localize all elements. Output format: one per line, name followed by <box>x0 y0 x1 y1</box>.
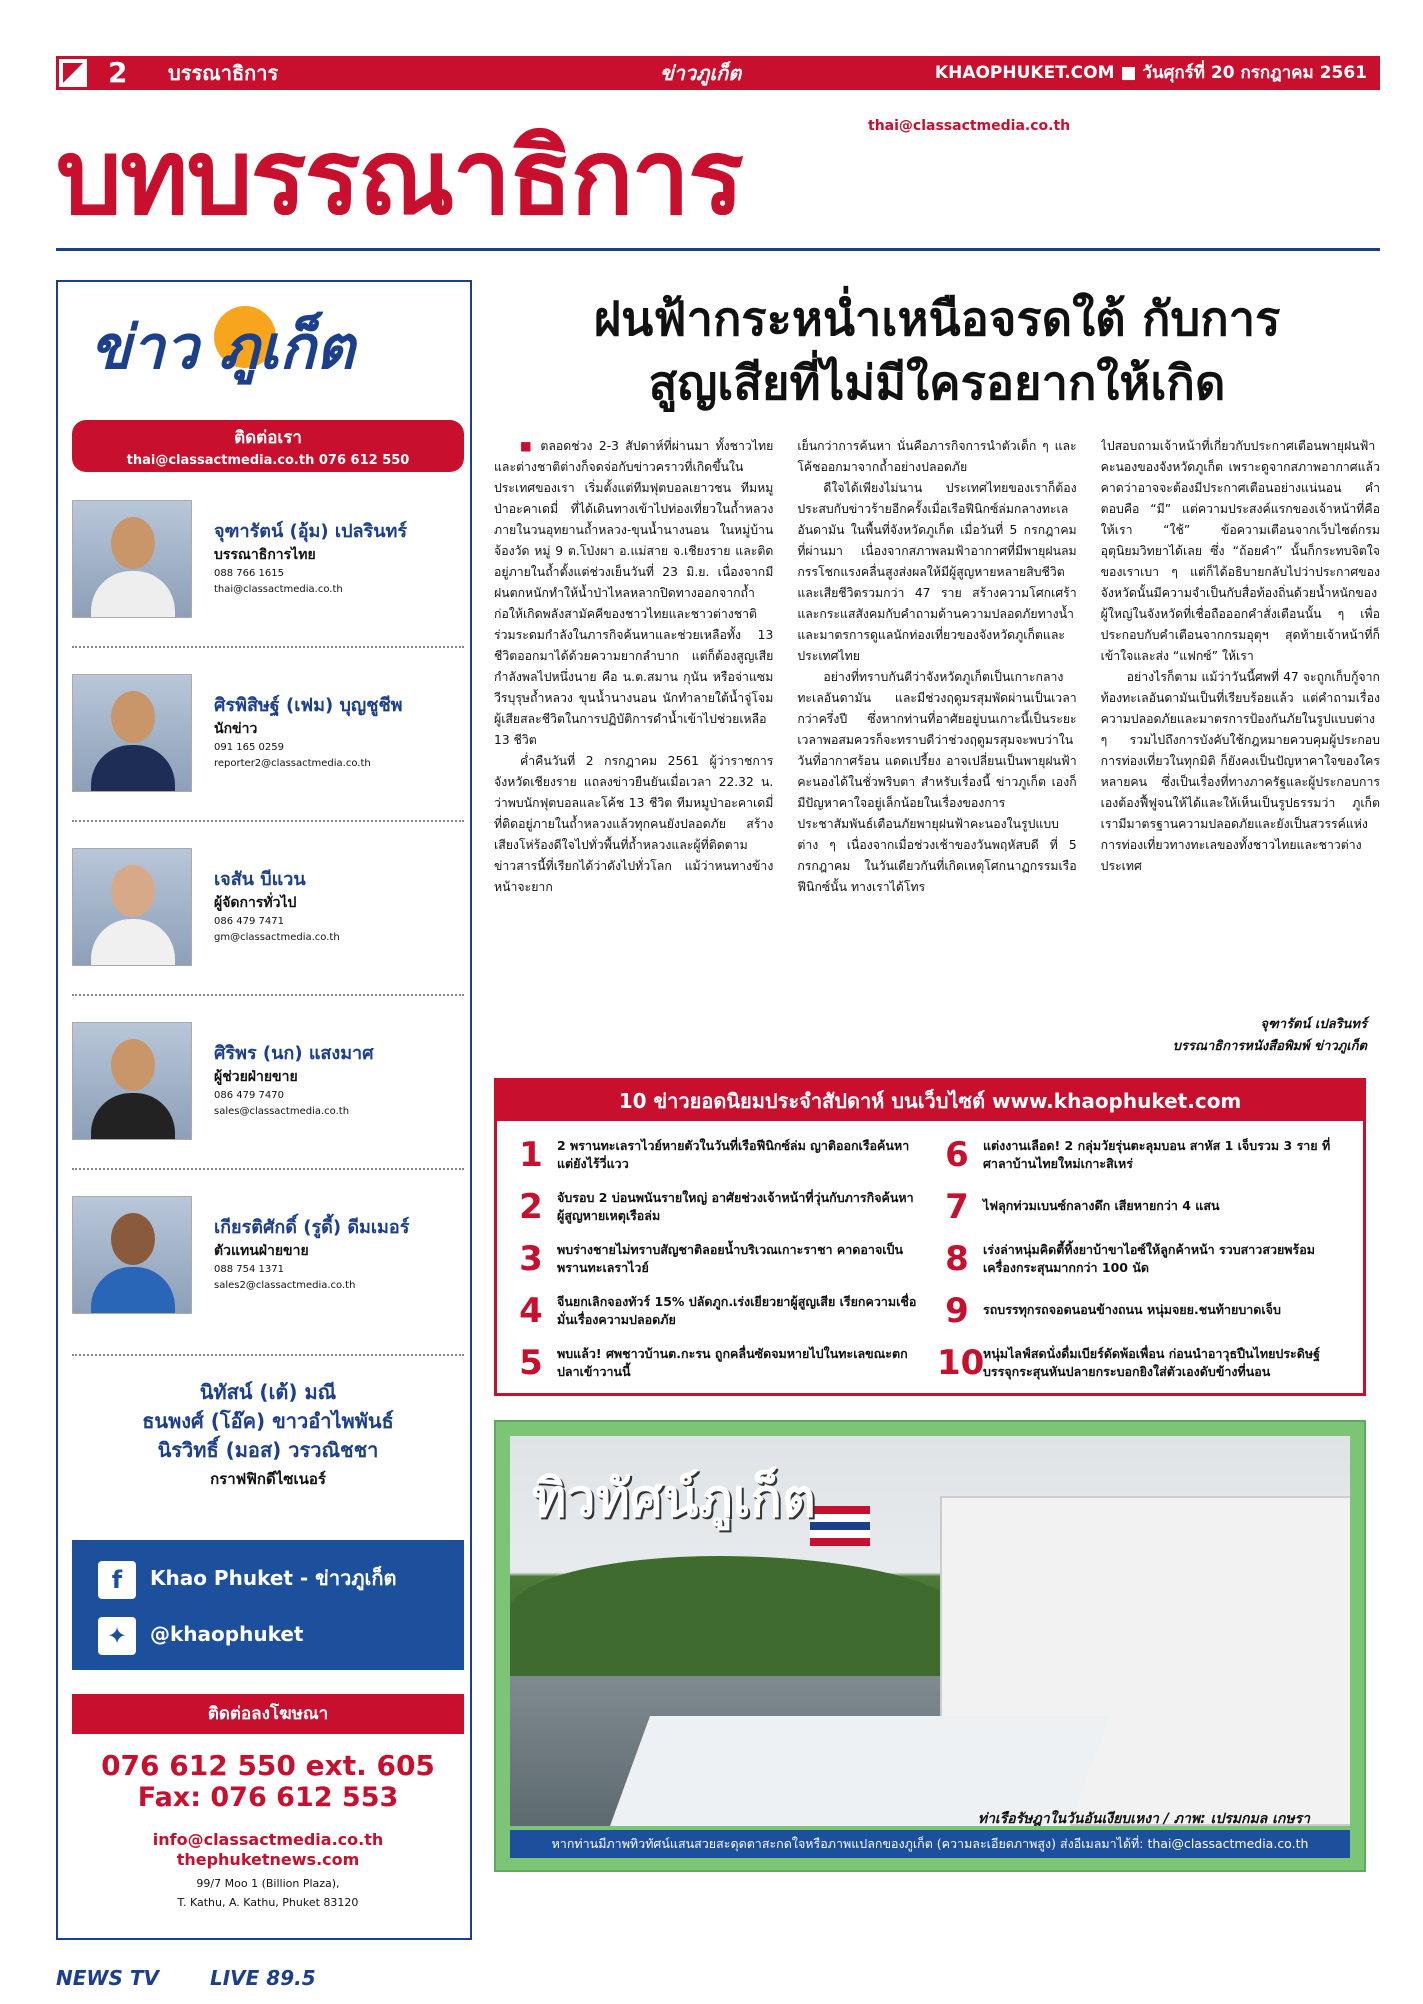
staff-photo <box>72 674 192 792</box>
staff-card <box>72 836 464 996</box>
top10-item[interactable] <box>937 1129 1347 1181</box>
staff-name: ศิรพิสิษฐ์ (เฟม) บุญชูชีพ <box>214 695 403 716</box>
designer-name: นิรวิทธิ์ (มอส) วรวณิชชา <box>157 1438 379 1462</box>
social-box <box>72 1540 464 1670</box>
staff-role: ผู้ช่วยฝ่ายขาย <box>214 1069 298 1085</box>
rank-number: 9 <box>945 1291 969 1331</box>
corner-mark-icon <box>56 56 90 90</box>
page-title: บทบรรณาธิการ <box>56 116 742 238</box>
staff-email[interactable]: reporter2@classactmedia.co.th <box>214 758 371 769</box>
brand-logo: ข่าว ภูเก็ต <box>90 313 355 383</box>
staff-name: เจสัน บีแวน <box>214 869 306 890</box>
staff-phone: 086 479 7470 <box>214 1090 284 1101</box>
staff-photo <box>72 848 192 966</box>
byline-name: จุฑารัตน์ เปลรินทร์ <box>1260 1017 1367 1032</box>
article-headline <box>494 288 1380 416</box>
photo-caption: ท่าเรือรัษฎาในวันอันเงียบเหงา / ภาพ: เปรมกมล เกษรา <box>977 1811 1310 1826</box>
twitter-label: @khaophuket <box>150 1622 304 1646</box>
headline-text: พบร่างชายไม่ทราบสัญชาติลอยน้ำบริเวณเกาะราชา คาดอาจเป็นพรานทะเลราไวย์ <box>557 1242 904 1275</box>
top10-item[interactable] <box>937 1285 1347 1337</box>
staff-phone: 088 766 1615 <box>214 568 284 579</box>
staff-role: ตัวแทนฝ่ายขาย <box>214 1243 309 1259</box>
contact-bar <box>72 420 464 472</box>
site-and-date: KHAOPHUKET.COM ■ วันศุกร์ที่ 20 กรกฎาคม 2561 <box>934 63 1367 83</box>
paragraph: ■ ตลอดช่วง 2-3 สัปดาห์ที่ผ่านมา ทั้งชาวไทยและต่างชาติต่างก็จดจ่อกับข่าวคราวที่เกิดขึ้นในประเทศของเรา เริ่มตั้งแต่ทีมฟุตบอลเยาวชน ทีมหมูป่าอะคาเดมี่ ที่ได้เดินทางเข้าไปท่องเที่ยวในถ้ำหลวง ภายในวนอุทยานถ้ำหลวง-ขุนน้ำนางนอน ในหมู่บ้านจ้องวัด หมู่ 9 ต.โป่งผา อ.แม่สาย จ.เชียงราย และติดอยู่ภายในถ้ำตั้งแต่ช่วงเย็นวันที่ 23 มิ.ย. เนื่องจากมีฝนตกหนักทำให้น้ำป่าไหลหลากปิดทางออกจากถ้ำ ก่อให้เกิดพลังสามัคคีของชาวไทยและชาวต่างชาติ ร่วมระดมกำลังในภารกิจค้นหาและช่วยเหลือทั้ง 13 ชีวิตออกมาได้ด้วยความยากลำบาก แต่ก็ต้องสูญเสียกำลังพลไปหนึ่งนาย คือ น.ต.สมาน กุนัน หรือจ่าแซม วีรบุรุษถ้ำหลวง ขุนน้ำนางนอน นักทำลายใต้น้ำจู่โจม ผู้เสียสละชีวิตในการปฏิบัติการดำน้ำเข้าไปช่วยเหลือ 13 ชีวิต <box>494 436 773 751</box>
paragraph: อย่างที่ทราบกันดีว่าจังหวัดภูเก็ตเป็นเกาะกลางทะเลอันดามัน และมีช่วงฤดูมรสุมพัดผ่านเป็นเวลากว่าครึ่งปี ซึ่งหากท่านที่อาศัยอยู่บนเกาะนี้เป็นระยะเวลาพอสมควรก็จะทราบดีว่าช่วงฤดูมรสุมจะพบว่าในวันที่อากาศร้อน แดดเปรี้ยง อาจเปลี่ยนเป็นพายุฝนฟ้าคะนองได้ในชั่วพริบตา สำหรับเรื่องนี้ ข่าวภูเก็ต เองก็มีปัญหาคาใจอยู่เล็กน้อยในเรื่องของการประชาสัมพันธ์เตือนภัยพายุฝนฟ้าคะนองในรูปแบบต่าง ๆ เนื่องจากเมื่อช่วงเช้าของวันพฤหัสบดี ที่ 5 กรกฎาคม ในวันเดียวกันที่เกิดเหตุโศกนาฏกรรมเรือฟีนิกซ์นั้น ทางเราได้โทร <box>797 670 1077 894</box>
staff-name: จุฑารัตน์ (อุ้ม) เปลรินทร์ <box>214 521 408 542</box>
headline-text: ไฟลุกท่วมเบนซ์กลางดึก เสียหายกว่า 4 แสน <box>983 1198 1220 1213</box>
rank-number: 8 <box>945 1239 969 1279</box>
rank-number: 6 <box>945 1135 969 1175</box>
top10-title: 10 ข่าวยอดนิยมประจำสัปดาห์ บนเว็บไซต์ www.khaophuket.com <box>497 1081 1363 1121</box>
paragraph: ดีใจได้เพียงไม่นาน ประเทศไทยของเราก็ต้องประสบกับข่าวร้ายอีกครั้งเมื่อเรือฟีนิกซ์ล่มกลางทะเลอันดามัน ในพื้นที่จังหวัดภูเก็ต เมื่อวันที่ 5 กรกฎาคม ที่ผ่านมา เนื่องจากสภาพลมฟ้าอากาศที่มีพายุฝนลมกรรโชกแรงคลื่นสูงส่งผลให้มีผู้สูญหายหลายสิบชีวิตและเสียชีวิตรวมกว่า 47 ราย สร้างความโศกเศร้าและกระแสสังคมกับคำถามด้านความปลอดภัยทางน้ำและมาตรการดูแลนักท่องเที่ยวของจังหวัดภูเก็ตและประเทศไทย <box>797 481 1077 663</box>
top10-item[interactable] <box>511 1233 921 1285</box>
facebook-label: Khao Phuket - ข่าวภูเก็ต <box>150 1566 397 1590</box>
ad-email[interactable]: info@classactmedia.co.th <box>152 1830 384 1849</box>
ad-phone: 076 612 550 ext. 605 <box>101 1749 435 1782</box>
scenery-photo <box>510 1436 1350 1826</box>
facebook-link[interactable] <box>98 1556 438 1600</box>
staff-name: ศิริพร (นก) แสงมาศ <box>214 1043 374 1064</box>
article-body <box>494 436 1380 1001</box>
top10-item[interactable] <box>511 1285 921 1337</box>
rank-number: 3 <box>519 1239 543 1279</box>
staff-card <box>72 1010 464 1170</box>
rank-number: 7 <box>945 1187 969 1227</box>
headline-text: หนุ่มไลฟ์สดนั่งดื่มเบียร์ดัดพ้อเพื่อน ก่อนนำอาวุธปืนไทยประดิษฐ์ บรรจุกระสุนหันปลายกระบอกยิงใส่ตัวเองดับข้างที่นอน <box>983 1346 1321 1379</box>
staff-photo <box>72 1022 192 1140</box>
rank-number: 5 <box>519 1343 543 1383</box>
address-line: 99/7 Moo 1 (Billion Plaza), <box>196 1877 340 1890</box>
paragraph: เย็นกว่าการค้นหา นั่นคือภารกิจการนำตัวเด็ก ๆ และโค้ชออกมาจากถ้ำอย่างปลอดภัย <box>797 439 1077 474</box>
staff-email[interactable]: thai@classactmedia.co.th <box>214 584 343 595</box>
headline-text: เร่งล่าหนุ่มคิดตี้ทิ้งยาบ้าขาไอซ์ให้ลูกค้าหน้า รวบสาวสวยพร้อมเครื่องกระสุนมากกว่า 100 นัด <box>983 1242 1315 1275</box>
scenery-photo-box <box>494 1420 1366 1872</box>
ad-contact <box>72 1830 464 1870</box>
headline-text: รถบรรทุกรถจอดนอนข้างถนน หนุ่มจยย.ชนท้ายบาดเจ็บ <box>983 1302 1281 1317</box>
photo-submission-note: หากท่านมีภาพทิวทัศน์แสนสวยสะดุดตาสะกดใจหรือภาพแปลกของภูเก็ต (ความละเอียดภาพสูง) ส่งอีเมลมาได้ที่: thai@classactmedia.co.th <box>510 1830 1350 1858</box>
staff-card <box>72 1184 464 1344</box>
designer-role: กราฟฟิกดีไซเนอร์ <box>210 1470 326 1488</box>
staff-phone: 088 754 1371 <box>214 1264 284 1275</box>
staff-card <box>72 662 464 822</box>
editorial-email[interactable]: thai@classactmedia.co.th <box>868 118 1071 134</box>
designer-name: ธนพงศ์ (โอ๊ค) ขาวอำไพพันธ์ <box>142 1409 394 1433</box>
top10-item[interactable] <box>937 1337 1347 1389</box>
photo-title: ทิวทัศน์ภูเก็ต <box>532 1469 816 1529</box>
designer-name: นิทัสน์ (เต้) มณี <box>199 1380 337 1404</box>
staff-card <box>72 488 464 648</box>
staff-phone: 086 479 7471 <box>214 916 284 927</box>
newstv-logo: NEWS TV <box>56 1966 159 1990</box>
paragraph: อย่างไรก็ตาม แม้ว่าวันนี้ศพที่ 47 จะถูกเก็บกู้จากท้องทะเลอันดามันเป็นที่เรียบร้อยแล้ว แต่คำถามเรื่องความปลอดภัยและมาตรการป้องกันภัยในรูปแบบต่าง ๆ รวมไปถึงการบังคับใช้กฎหมายควบคุมผู้ประกอบการท่องเที่ยวในทุกมิติ ก็ยังคงเป็นปัญหาคาใจของใครหลายคน ซึ่งเป็นเรื่องที่ทางภาครัฐและผู้ประกอบการเองต้องฟื้ฟูจนให้ได้และให้เห็นเป็นรูปธรรมว่า ภูเก็ตเรามีมาตรฐานความปลอดภัยและยังเป็นสวรรค์แห่งการท่องเที่ยวทางทะเลของทั้งชาวไทยและชาวต่างประเทศ <box>1100 670 1380 873</box>
article-column-2 <box>797 436 1076 1001</box>
address <box>72 1874 464 1912</box>
top10-item[interactable] <box>937 1233 1347 1285</box>
contact-line[interactable]: thai@classactmedia.co.th 076 612 550 <box>126 453 410 468</box>
rank-number: 2 <box>519 1187 543 1227</box>
staff-role: นักข่าว <box>214 721 258 737</box>
top10-item[interactable] <box>511 1181 921 1233</box>
top10-item[interactable] <box>511 1129 921 1181</box>
paragraph: ค่ำคืนวันที่ 2 กรกฎาคม 2561 ผู้ว่าราชการจังหวัดเชียงราย แถลงข่าวยืนยันเมื่อเวลา 22.32 น. ว่าพบนักฟุตบอลและโค้ช 13 ชีวิต ทีมหมูป่าอะคาเดมี่ที่ติดอยู่ภายในถ้ำหลวงแล้วทุกคนยังปลอดภัย สร้างเสียงโห่ร้องดีใจไปทั่วพื้นที่ถ้ำหลวงและผู้ที่ติดตามข่าวสารนี้ที่เรียกได้ว่าดังไปทั่วโลก แม้ว่าหนทางข้างหน้าจะยาก <box>494 754 774 894</box>
facebook-icon: f <box>98 1561 136 1599</box>
section-name: บรรณาธิการ <box>168 61 279 85</box>
staff-email[interactable]: sales2@classactmedia.co.th <box>214 1280 356 1291</box>
twitter-link[interactable] <box>98 1612 438 1656</box>
staff-email[interactable]: sales@classactmedia.co.th <box>214 1106 350 1117</box>
thai-flag-icon <box>810 1506 870 1546</box>
staff-role: บรรณาธิการไทย <box>214 547 316 563</box>
staff-name: เกียรติศักดิ์ (รูดี้) ดีมเมอร์ <box>214 1217 410 1238</box>
article-column-1 <box>494 436 773 1001</box>
headline-text: แต่งงานเลือด! 2 กลุ่มวัยรุ่นตะลุมบอน สาหัส 1 เจ็บรวม 3 ราย ที่ศาลาบ้านไทยใหม่เกาะสิเหร่ <box>983 1138 1331 1171</box>
rank-number: 10 <box>937 1343 985 1383</box>
byline <box>1173 1014 1367 1058</box>
headline-line-2: สูญเสียที่ไม่มีใครอยากให้เกิด <box>648 356 1226 411</box>
ad-website[interactable]: thephuketnews.com <box>176 1850 360 1869</box>
live-radio-logo: LIVE 89.5 <box>210 1966 316 1990</box>
rank-number: 1 <box>519 1135 543 1175</box>
article-column-3 <box>1101 436 1380 1001</box>
twitter-icon: ✦ <box>98 1617 136 1655</box>
header-logo: ข่าวภูเก็ต <box>660 61 742 85</box>
headline-text: พบแล้ว! ศพชาวบ้านต.กะรน ถูกคลื่นซัดจมหายไปในทะเลขณะตกปลาเข้าวานนี้ <box>557 1346 908 1379</box>
staff-photo <box>72 500 192 618</box>
ad-fax: Fax: 076 612 553 <box>137 1782 399 1813</box>
paragraph: ไปสอบถามเจ้าหน้าที่เกี่ยวกับประกาศเตือนพายุฝนฟ้าคะนองของจังหวัดภูเก็ต เพราะดูจากสภาพอากาศแล้วคาดว่าอาจจะต้องมีประกาศเตือนอย่างแน่นอน คำตอบคือ “มี” แต่ความประสงค์แรกของเจ้าหน้าที่คือให้เรา “ใช้” ข้อความเตือนจากเว็บไซต์กรมอุตุนิยมวิทยาได้เลย ซึ่ง “ถ้อยคำ” นั้นก็กระทบจิตใจของเราเบา ๆ แต่ก็ได้อธิบายกลับไปว่าประกาศของจังหวัดนั้นมีความจำเป็นกับสื่อท้องถิ่นด้วยน้ำหนักของผู้ใหญ่ในจังหวัดที่เชื่อถือออกคำสั่งเตือนนั้น ๆ เพื่อประกอบกับคำเตือนจากกรมอุตุฯ สุดท้ายเจ้าหน้าที่ก็เข้าใจและส่ง “แฟกซ์” ให้เรา <box>1100 439 1380 663</box>
staff-role: ผู้จัดการทั่วไป <box>214 895 297 911</box>
staff-photo <box>72 1196 192 1314</box>
headline-text: 2 พรานทะเลราไวย์หายตัวในวันที่เรือฟีนิกซ์ล่ม ญาติออกเรือค้นหาแต่ยังไร้วี่แวว <box>557 1138 910 1171</box>
graphic-designers <box>72 1378 464 1494</box>
contact-title: ติดต่อเรา <box>234 428 302 448</box>
top10-box <box>494 1078 1366 1396</box>
divider <box>72 1354 464 1356</box>
headline-line-1: ฝนฟ้ากระหน่ำเหนือจรดใต้ กับการ <box>593 292 1281 347</box>
advertising-title: ติดต่อลงโฆษณา <box>72 1694 464 1734</box>
byline-role: บรรณาธิการหนังสือพิมพ์ ข่าวภูเก็ต <box>1172 1039 1367 1054</box>
staff-email[interactable]: gm@classactmedia.co.th <box>214 932 340 943</box>
address-line: T. Kathu, A. Kathu, Phuket 83120 <box>177 1896 359 1909</box>
title-rule <box>56 248 1380 251</box>
staff-phone: 091 165 0259 <box>214 742 284 753</box>
top10-item[interactable] <box>937 1181 1347 1233</box>
rank-number: 4 <box>519 1291 543 1331</box>
headline-text: จับรอบ 2 บ่อนพนันรายใหญ่ อาศัยช่วงเจ้าหน้าที่วุ่นกับภารกิจค้นหาผู้สูญหายเหตุเรือล่ม <box>557 1190 914 1223</box>
headline-text: จีนยกเลิกจองทัวร์ 15% ปลัดภูก.เร่งเยียวยาผู้สูญเสีย เรียกความเชื่อมั่นเรื่องความปลอดภัย <box>557 1294 917 1327</box>
page-number: 2 <box>108 56 128 89</box>
top10-item[interactable] <box>511 1337 921 1389</box>
